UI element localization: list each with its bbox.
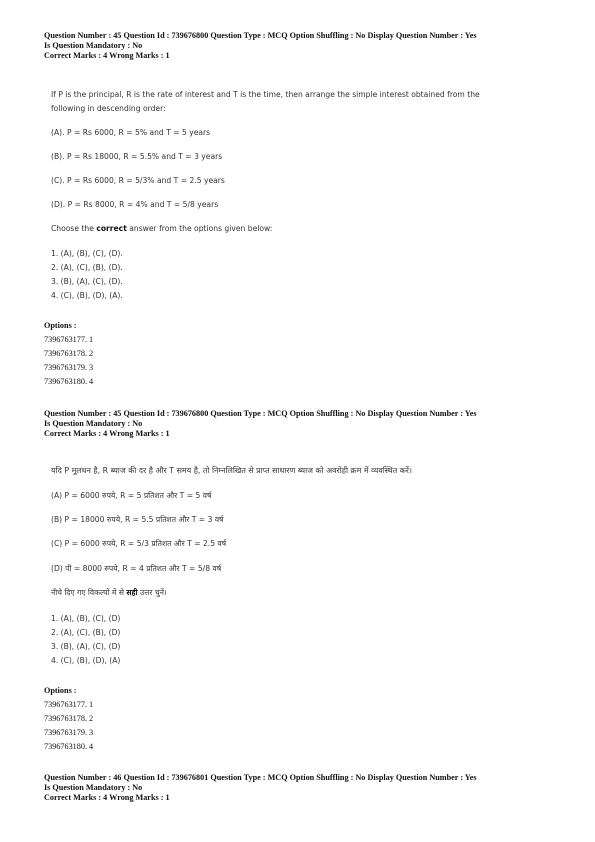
option-id: 7396763179. 3 [44, 363, 94, 372]
options-title: Options : [44, 686, 77, 695]
statement-item: (A). P = Rs 6000, R = 5% and T = 5 years [51, 128, 211, 137]
statement-item: (B) P = 18000 रुपये, R = 5.5 प्रतिशत और T = 3 वर्ष [51, 515, 224, 524]
instruction-emphasis: correct [96, 224, 127, 233]
header-line: Question Number : 46 Question Id : 739676801 Question Type : MCQ Option Shuffling : No Display Question Number : Yes [44, 773, 477, 782]
statement-item: (C) P = 6000 रुपये, R = 5/3 प्रतिशत और T = 2.5 वर्ष [51, 539, 227, 548]
instruction-text: Choose the [51, 224, 97, 233]
option-id: 7396763177. 1 [44, 700, 94, 709]
answer-choice: 2. (A), (C), (B), (D) [51, 628, 121, 637]
header-line: Is Question Mandatory : No [44, 41, 143, 51]
header-line: Correct Marks : 4 Wrong Marks : 1 [44, 51, 170, 61]
option-id: 7396763180. 4 [44, 742, 94, 751]
option-id: 7396763177. 1 [44, 335, 94, 344]
header-line: Is Question Mandatory : No [44, 783, 143, 793]
answer-choice: 1. (A), (B), (C), (D). [51, 249, 123, 258]
statement-item: (C). P = Rs 6000, R = 5/3% and T = 2.5 years [51, 176, 225, 185]
answer-choice: 4. (C), (B), (D), (A). [51, 291, 123, 300]
question-header [44, 31, 564, 62]
option-id: 7396763178. 2 [44, 714, 94, 723]
instruction-emphasis: सही [126, 588, 138, 597]
header-line: Correct Marks : 4 Wrong Marks : 1 [44, 429, 170, 439]
answer-choice: 1. (A), (B), (C), (D) [51, 614, 121, 623]
choose-instruction [51, 224, 272, 233]
answer-choice: 2. (A), (C), (B), (D). [51, 263, 123, 272]
question-header [44, 409, 564, 440]
option-id: 7396763178. 2 [44, 349, 94, 358]
header-line: Is Question Mandatory : No [44, 419, 143, 429]
statement-item: (D). P = Rs 8000, R = 4% and T = 5/8 years [51, 200, 219, 209]
question-header [44, 773, 564, 804]
instruction-text: नीचे दिए गए विकल्पों में से [51, 588, 127, 597]
answer-choice: 3. (B), (A), (C), (D) [51, 642, 121, 651]
header-line: Correct Marks : 4 Wrong Marks : 1 [44, 793, 170, 803]
question-text: following in descending order: [51, 104, 166, 113]
statement-item: (B). P = Rs 18000, R = 5.5% and T = 3 years [51, 152, 223, 161]
question-text: यदि P मूलधन है, R ब्याज की दर है और T समय है, तो निम्नलिखित से प्राप्त साधारण ब्याज को अवरोही क्रम में व्यवस्थित करें। [51, 466, 412, 475]
statement-item: (A) P = 6000 रुपये, R = 5 प्रतिशत और T = 5 वर्ष [51, 491, 212, 500]
instruction-text: answer from the options given below: [126, 224, 273, 233]
options-title: Options : [44, 321, 77, 330]
option-id: 7396763180. 4 [44, 377, 94, 386]
question-text: If P is the principal, R is the rate of interest and T is the time, then arrange the simple interest obtained from the [51, 90, 480, 99]
choose-instruction [51, 588, 167, 598]
answer-choice: 3. (B), (A), (C), (D). [51, 277, 123, 286]
header-line: Question Number : 45 Question Id : 739676800 Question Type : MCQ Option Shuffling : No Display Question Number : Yes [44, 31, 477, 40]
header-line: Question Number : 45 Question Id : 739676800 Question Type : MCQ Option Shuffling : No Display Question Number : Yes [44, 409, 477, 418]
instruction-text: उत्तर चुनें। [137, 588, 167, 597]
statement-item: (D) पी = 8000 रुपये, R = 4 प्रतिशत और T = 5/8 वर्ष [51, 564, 222, 573]
option-id: 7396763179. 3 [44, 728, 94, 737]
answer-choice: 4. (C), (B), (D), (A) [51, 656, 121, 665]
